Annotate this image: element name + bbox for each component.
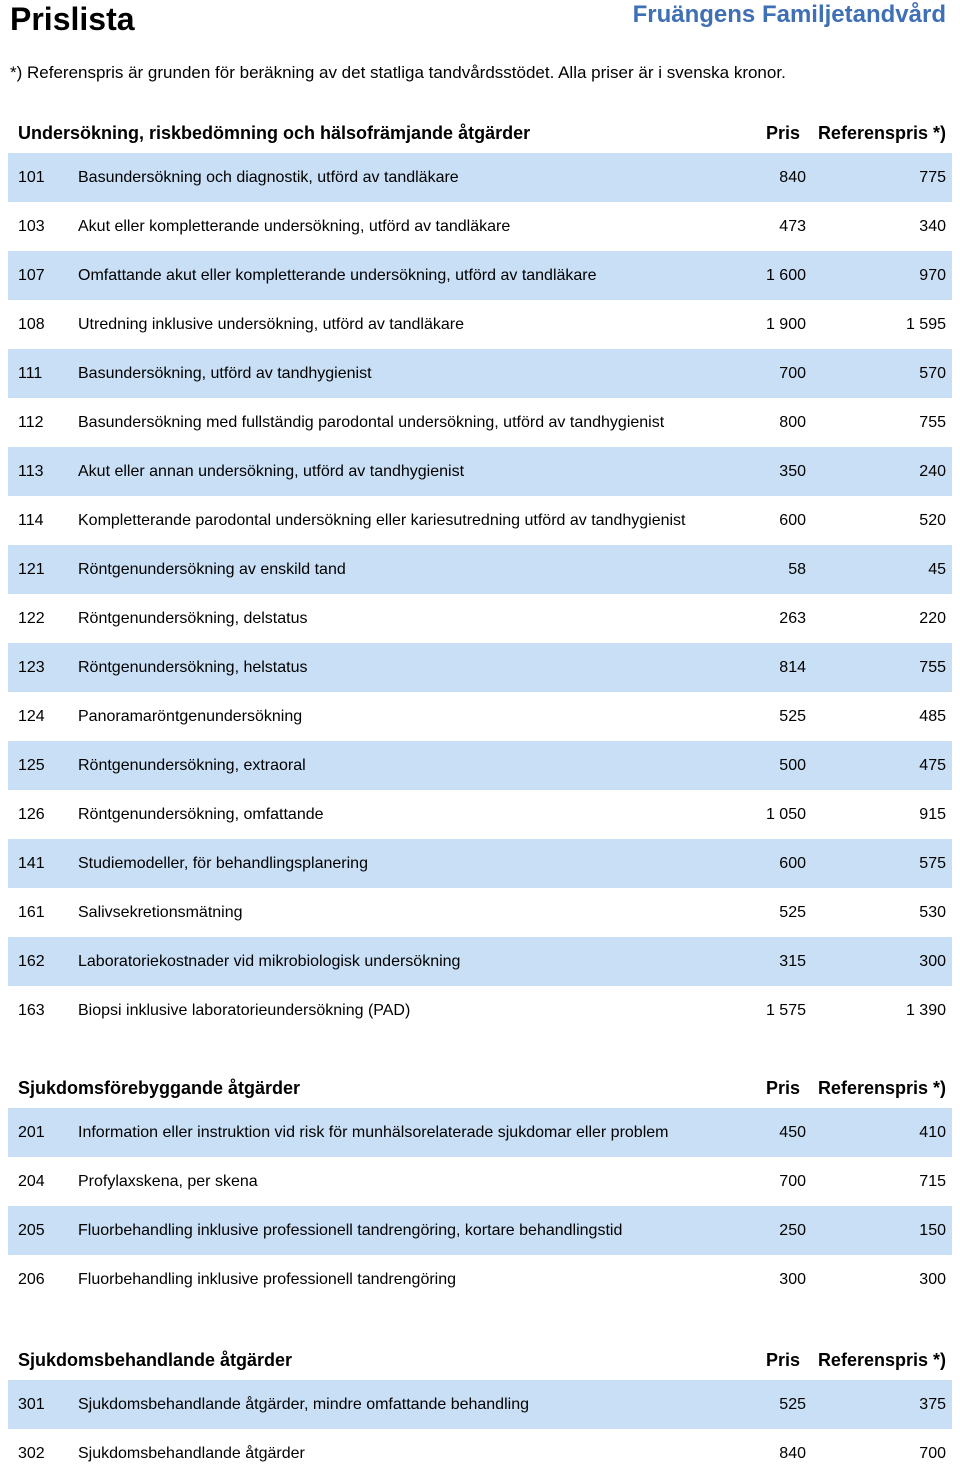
section-preventive — [8, 1068, 952, 1304]
price-row — [8, 594, 952, 643]
treatment-price: 315 — [779, 952, 806, 970]
treatment-price: 1 575 — [765, 1001, 806, 1019]
price-row — [8, 398, 952, 447]
treatment-reference-price: 570 — [919, 364, 946, 382]
price-row — [8, 349, 952, 398]
treatment-code: 163 — [18, 1001, 45, 1019]
price-row — [8, 153, 952, 202]
treatment-reference-price: 240 — [919, 462, 946, 480]
treatment-price: 473 — [779, 217, 806, 235]
reference-price-column-header: Referenspris *) — [817, 122, 946, 143]
treatment-reference-price: 700 — [919, 1444, 946, 1462]
treatment-description: Basundersökning, utförd av tandhygienist — [78, 364, 372, 382]
price-row — [8, 692, 952, 741]
price-row — [8, 1206, 952, 1255]
price-row — [8, 643, 952, 692]
treatment-description: Basundersökning med fullständig parodontal undersökning, utförd av tandhygienist — [78, 413, 665, 431]
treatment-code: 301 — [18, 1395, 45, 1413]
treatment-reference-price: 970 — [919, 266, 946, 284]
treatment-code: 123 — [18, 658, 45, 676]
treatment-code: 113 — [18, 462, 44, 480]
treatment-price: 263 — [779, 609, 806, 627]
treatment-code: 114 — [18, 511, 44, 529]
treatment-price: 800 — [779, 413, 806, 431]
section-title: Undersökning, riskbedömning och hälsofrämjande åtgärder — [18, 122, 531, 143]
treatment-reference-price: 150 — [919, 1221, 946, 1239]
treatment-reference-price: 915 — [919, 805, 946, 823]
treatment-price: 58 — [788, 560, 806, 578]
treatment-price: 600 — [779, 854, 806, 872]
treatment-code: 121 — [18, 560, 45, 578]
treatment-price: 300 — [779, 1270, 806, 1288]
page-title: Prislista — [10, 1, 135, 37]
treatment-reference-price: 575 — [919, 854, 946, 872]
treatment-description: Laboratoriekostnader vid mikrobiologisk undersökning — [78, 952, 461, 970]
price-row — [8, 888, 952, 937]
treatment-price: 500 — [779, 756, 806, 774]
treatment-price: 1 050 — [765, 805, 806, 823]
treatment-price: 525 — [779, 1395, 806, 1413]
treatment-code: 111 — [18, 364, 43, 382]
treatment-code: 141 — [18, 854, 45, 872]
treatment-description: Panoramaröntgenundersökning — [78, 707, 303, 725]
section-treatment — [8, 1340, 952, 1478]
clinic-name: Fruängens Familjetandvård — [632, 1, 946, 28]
treatment-price: 450 — [779, 1123, 806, 1141]
price-row — [8, 300, 952, 349]
treatment-reference-price: 220 — [919, 609, 946, 627]
price-row — [8, 447, 952, 496]
treatment-code: 204 — [18, 1172, 45, 1190]
section-title: Sjukdomsförebyggande åtgärder — [18, 1077, 301, 1098]
treatment-description: Profylaxskena, per skena — [78, 1172, 258, 1190]
treatment-code: 126 — [18, 805, 45, 823]
treatment-reference-price: 1 595 — [905, 315, 946, 333]
section-examination — [8, 113, 952, 1035]
treatment-price: 350 — [779, 462, 806, 480]
reference-price-footnote: *) Referenspris är grunden för beräkning av det statliga tandvårdsstödet. Alla priser är i svenska kronor. — [10, 63, 786, 82]
treatment-description: Fluorbehandling inklusive professionell tandrengöring — [78, 1270, 457, 1288]
treatment-reference-price: 520 — [919, 511, 946, 529]
treatment-description: Sjukdomsbehandlande åtgärder — [78, 1444, 305, 1462]
treatment-price: 840 — [779, 168, 806, 186]
treatment-description: Sjukdomsbehandlande åtgärder, mindre omfattande behandling — [78, 1395, 529, 1413]
treatment-description: Salivsekretionsmätning — [78, 903, 243, 921]
treatment-description: Röntgenundersökning, omfattande — [78, 805, 324, 823]
price-row — [8, 202, 952, 251]
price-row — [8, 1108, 952, 1157]
treatment-reference-price: 300 — [919, 1270, 946, 1288]
treatment-description: Röntgenundersökning av enskild tand — [78, 560, 346, 578]
treatment-description: Röntgenundersökning, helstatus — [78, 658, 308, 676]
treatment-reference-price: 755 — [919, 413, 946, 431]
price-row — [8, 790, 952, 839]
treatment-reference-price: 530 — [919, 903, 946, 921]
price-row — [8, 1429, 952, 1478]
treatment-code: 103 — [18, 217, 45, 235]
treatment-code: 125 — [18, 756, 45, 774]
treatment-description: Information eller instruktion vid risk för munhälsorelaterade sjukdomar eller problem — [78, 1123, 669, 1141]
treatment-reference-price: 485 — [919, 707, 946, 725]
treatment-description: Akut eller annan undersökning, utförd av tandhygienist — [78, 462, 465, 480]
treatment-description: Utredning inklusive undersökning, utförd av tandläkare — [78, 315, 465, 333]
treatment-description: Basundersökning och diagnostik, utförd av tandläkare — [78, 168, 459, 186]
section-title: Sjukdomsbehandlande åtgärder — [18, 1349, 293, 1370]
treatment-code: 101 — [18, 168, 45, 186]
price-row — [8, 1157, 952, 1206]
section-header — [8, 1340, 952, 1380]
reference-price-column-header: Referenspris *) — [817, 1349, 946, 1370]
treatment-code: 302 — [18, 1444, 45, 1462]
treatment-code: 112 — [18, 413, 44, 431]
treatment-reference-price: 1 390 — [905, 1001, 946, 1019]
price-row — [8, 839, 952, 888]
treatment-code: 124 — [18, 707, 45, 725]
treatment-code: 205 — [18, 1221, 45, 1239]
price-row — [8, 937, 952, 986]
treatment-code: 122 — [18, 609, 45, 627]
price-row — [8, 1255, 952, 1304]
treatment-description: Röntgenundersökning, extraoral — [78, 756, 306, 774]
treatment-description: Röntgenundersökning, delstatus — [78, 609, 308, 627]
price-row — [8, 986, 952, 1035]
treatment-description: Biopsi inklusive laboratorieundersökning (PAD) — [78, 1001, 411, 1019]
treatment-price: 700 — [779, 1172, 806, 1190]
treatment-reference-price: 475 — [919, 756, 946, 774]
price-row — [8, 1380, 952, 1429]
treatment-code: 201 — [18, 1123, 45, 1141]
treatment-code: 206 — [18, 1270, 45, 1288]
treatment-description: Kompletterande parodontal undersökning eller kariesutredning utförd av tandhygienist — [78, 511, 686, 529]
treatment-description: Omfattande akut eller kompletterande undersökning, utförd av tandläkare — [78, 266, 597, 284]
section-header — [8, 1068, 952, 1108]
treatment-reference-price: 775 — [919, 168, 946, 186]
treatment-reference-price: 410 — [919, 1123, 946, 1141]
treatment-price: 250 — [779, 1221, 806, 1239]
treatment-description: Akut eller kompletterande undersökning, utförd av tandläkare — [78, 217, 511, 235]
reference-price-column-header: Referenspris *) — [817, 1077, 946, 1098]
treatment-price: 1 900 — [765, 315, 806, 333]
treatment-reference-price: 45 — [928, 560, 946, 578]
treatment-reference-price: 375 — [919, 1395, 946, 1413]
treatment-reference-price: 340 — [919, 217, 946, 235]
treatment-description: Fluorbehandling inklusive professionell tandrengöring, kortare behandlingstid — [78, 1221, 623, 1239]
treatment-code: 161 — [18, 903, 45, 921]
treatment-code: 108 — [18, 315, 45, 333]
section-header — [8, 113, 952, 153]
treatment-reference-price: 755 — [919, 658, 946, 676]
treatment-price: 525 — [779, 707, 806, 725]
treatment-price: 525 — [779, 903, 806, 921]
treatment-price: 814 — [779, 658, 806, 676]
price-column-header: Pris — [765, 1077, 800, 1098]
treatment-price: 840 — [779, 1444, 806, 1462]
treatment-reference-price: 715 — [919, 1172, 946, 1190]
treatment-price: 1 600 — [765, 266, 806, 284]
price-column-header: Pris — [765, 1349, 800, 1370]
price-row — [8, 545, 952, 594]
treatment-price: 600 — [779, 511, 806, 529]
treatment-reference-price: 300 — [919, 952, 946, 970]
price-column-header: Pris — [765, 122, 800, 143]
price-row — [8, 496, 952, 545]
treatment-price: 700 — [779, 364, 806, 382]
treatment-code: 107 — [18, 266, 45, 284]
price-row — [8, 251, 952, 300]
treatment-description: Studiemodeller, för behandlingsplanering — [78, 854, 368, 872]
price-row — [8, 741, 952, 790]
treatment-code: 162 — [18, 952, 45, 970]
